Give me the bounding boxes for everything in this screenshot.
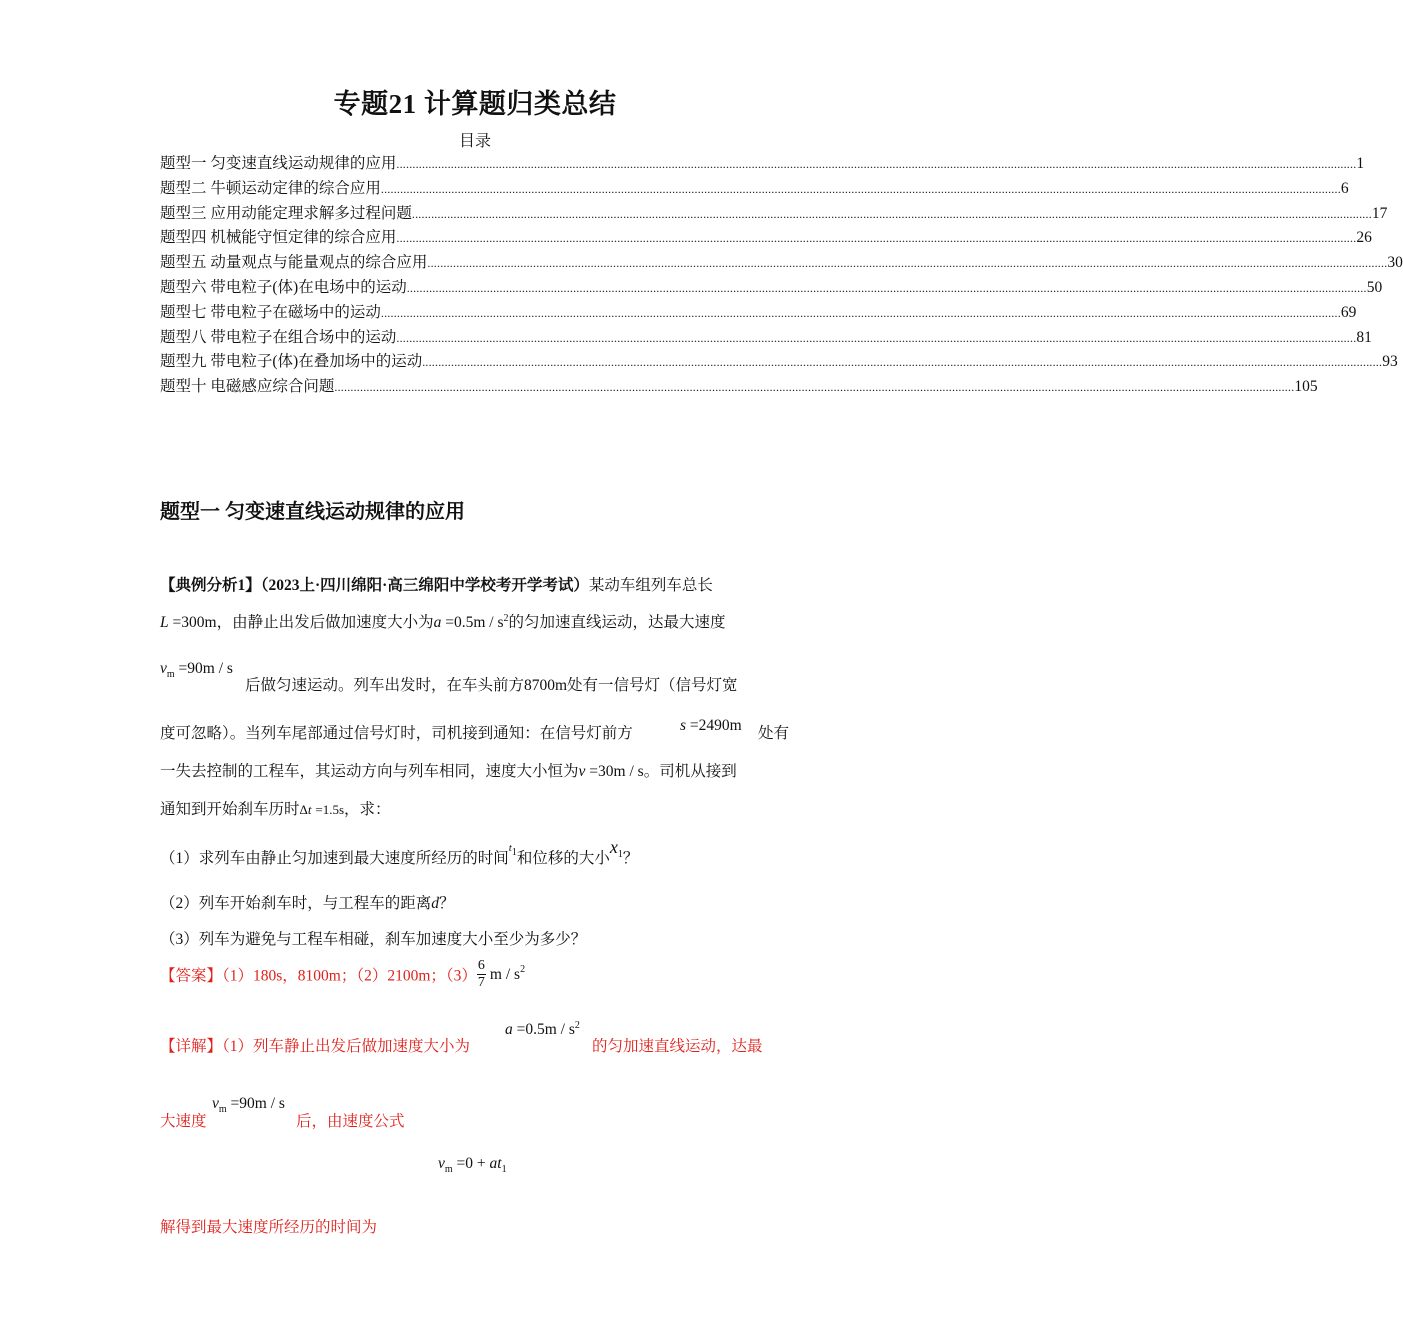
math-var: s [680,717,687,734]
math-var: L [160,614,169,631]
math-value: 0.5m / s [525,1021,575,1039]
math-var: a [433,614,442,631]
toc-leader-dots: ............................................................................................................................................................................................................................................................................................................ [406,280,1367,295]
math-op: = [445,614,454,631]
math-subscript: m [218,1104,227,1116]
math-value: 30m / s [598,763,644,780]
math-op: Δ [299,802,308,817]
math-value: 300m [181,614,217,631]
toc-item-label: 题型九 带电粒子(体)在叠加场中的运动 [160,353,423,371]
example-line-2 [160,610,726,632]
vm-formula [160,660,233,680]
math-superscript: 2 [574,1020,580,1031]
math-op: = [456,1155,466,1172]
math-op: = [689,717,699,734]
math-value: 0.5m / s [453,614,504,631]
vm-formula [212,1095,285,1115]
math-var: d [431,895,440,912]
toc-item-label: 题型四 机械能守恒定律的综合应用 [160,229,397,247]
math-subscript: 1 [501,1164,507,1176]
example-text: 处有 [758,725,790,742]
example-text: ，求： [344,801,391,818]
toc-item-label: 题型三 应用动能定理求解多过程问题 [160,204,412,222]
toc-item-page: 105 [1294,378,1318,396]
toc-leader-dots: ............................................................................................................................................................................................................................................................................................................ [411,206,1372,221]
math-op: = [230,1095,240,1112]
answer-line [160,958,525,991]
question-2 [160,891,455,913]
toc-item-label: 题型二 牛顿运动定律的综合应用 [160,179,381,197]
toc-item[interactable] [160,201,1388,226]
detail-tag: 【详解】 [160,1038,223,1055]
s-formula [680,717,742,735]
math-var: at [489,1155,502,1172]
example-line-6 [160,797,391,819]
toc-item-page: 26 [1356,229,1372,247]
math-subscript: m [166,669,175,681]
example-text: 一失去控制的工程车，其运动方向与列车相同，速度大小恒为 [160,763,579,780]
example-text: 通知到开始刹车历时 [160,801,300,818]
toc-leader-dots: ............................................................................................................................................................................................................................................................................................................ [396,231,1357,246]
toc-item[interactable] [160,275,1383,300]
fraction-denominator: 7 [477,975,485,990]
toc-item-page: 1 [1356,155,1365,172]
toc-leader-dots: ............................................................................................................................................................................................................................................................................................................ [380,305,1341,320]
toc-item-label: 题型六 带电粒子(体)在电场中的运动 [160,278,407,296]
math-var: a [505,1021,513,1039]
a-formula [505,1020,580,1039]
question-text: ？ [439,895,455,912]
example-tag: 【典例分析1】 [160,577,261,594]
math-op: = [315,802,323,817]
toc-item[interactable] [160,250,1403,275]
question-1 [160,837,639,870]
example-text: 度可忽略）。当列车尾部通过信号灯时，司机接到通知：在信号灯前方 [160,725,633,742]
example-line-4 [160,721,633,743]
toc-leader-dots: ............................................................................................................................................................................................................................................................................................................ [334,380,1295,395]
math-value: 2490m [698,717,742,734]
detail-text: 大速度 [160,1113,207,1130]
question-text: （1）求列车由静止匀加速到最大速度所经历的时间 [160,850,509,867]
answer-text: （1）180s，8100m；（2）2100m；（3） [222,967,477,985]
toc-leader-dots: ............................................................................................................................................................................................................................................................................................................ [396,330,1357,345]
math-var: t [508,842,512,854]
toc-item[interactable] [160,349,1398,374]
question-text: （2）列车开始刹车时，与工程车的距离 [160,895,432,912]
math-value: 90m / s [239,1095,285,1112]
math-var: t [307,802,312,817]
toc-item-label: 题型十 电磁感应综合问题 [160,378,335,396]
example-text: 。司机从接到 [643,763,737,780]
toc-item-label: 题型五 动量观点与能量观点的综合应用 [160,254,428,272]
math-value: 90m / s [187,660,233,677]
math-var: v [438,1155,445,1172]
section-heading: 题型一 匀变速直线运动规律的应用 [160,501,465,523]
math-var: v [212,1095,219,1112]
math-value: 1.5s [322,802,345,817]
example-text: 某动车组列车总长 [588,577,713,594]
toc-item[interactable] [160,151,1365,176]
math-subscript: 1 [617,849,623,861]
math-subscript: 1 [511,847,517,859]
toc-item-page: 50 [1366,278,1383,296]
math-var: v [160,660,167,677]
page-title: 专题21 计算题归类总结 [333,89,617,119]
detail-text: 的匀加速直线运动，达最 [592,1038,763,1055]
toc-leader-dots: ............................................................................................................................................................................................................................................................................................................ [422,355,1383,370]
question-text: 和位移的大小 [516,850,610,867]
math-op: = [172,614,182,631]
toc-item-label: 题型八 带电粒子在组合场中的运动 [160,328,397,346]
toc-item[interactable] [160,374,1318,399]
math-superscript: 2 [520,963,526,975]
math-value: 0 + [465,1155,490,1172]
example-line-3: 后做匀速运动。列车出发时，在车头前方8700m处有一信号灯（信号灯宽 [245,677,738,694]
math-var: x [609,837,618,857]
example-text: ，由静止出发后做加速度大小为 [216,614,434,631]
math-subscript: m [444,1164,453,1176]
toc-item[interactable] [160,176,1349,201]
detail-text: 后，由速度公式 [296,1113,405,1130]
toc-item-page: 6 [1340,179,1349,197]
toc-item[interactable] [160,225,1372,250]
toc-heading: 目录 [458,133,491,150]
answer-tag: 【答案】 [160,967,223,985]
fraction-numerator: 6 [477,958,485,973]
math-superscript: 2 [503,612,509,624]
example-line-1 [160,573,713,595]
toc-item-label: 题型七 带电粒子在磁场中的运动 [160,303,381,321]
math-op: = [178,660,188,677]
example-line-5 [160,759,737,781]
toc-leader-dots: ............................................................................................................................................................................................................................................................................................................ [427,256,1388,271]
velocity-equation [438,1155,507,1175]
toc-item-page: 93 [1382,353,1398,371]
answer-fraction [477,958,486,991]
math-var: v [578,763,586,780]
toc-item[interactable] [160,325,1372,350]
detail-line-3: 解得到最大速度所经历的时间为 [160,1219,378,1236]
toc-item[interactable] [160,300,1357,325]
toc-item-page: 69 [1340,303,1357,321]
example-source: （2023上·四川绵阳·高三绵阳中学校考开学考试） [260,577,589,594]
detail-text: （1）列车静止出发后做加速度大小为 [222,1038,471,1055]
detail-line-2 [160,1109,207,1131]
toc-item-label: 题型一 匀变速直线运动规律的应用 [160,155,397,172]
math-op: = [589,763,599,780]
toc-item-page: 30 [1387,254,1403,272]
toc-leader-dots: ............................................................................................................................................................................................................................................................................................................ [396,157,1357,171]
answer-unit: m / s [489,965,521,983]
table-of-contents [160,151,1403,399]
toc-leader-dots: ............................................................................................................................................................................................................................................................................................................ [380,181,1341,196]
example-text: 的匀加速直线运动，达最大速度 [508,614,726,631]
detail-line-1 [160,1034,470,1056]
question-text: ？ [622,850,639,867]
toc-item-page: 17 [1371,204,1388,222]
math-op: = [516,1021,526,1039]
question-3: （3）列车为避免与工程车相碰，刹车加速度大小至少为多少？ [160,931,587,948]
toc-item-page: 81 [1356,328,1372,346]
